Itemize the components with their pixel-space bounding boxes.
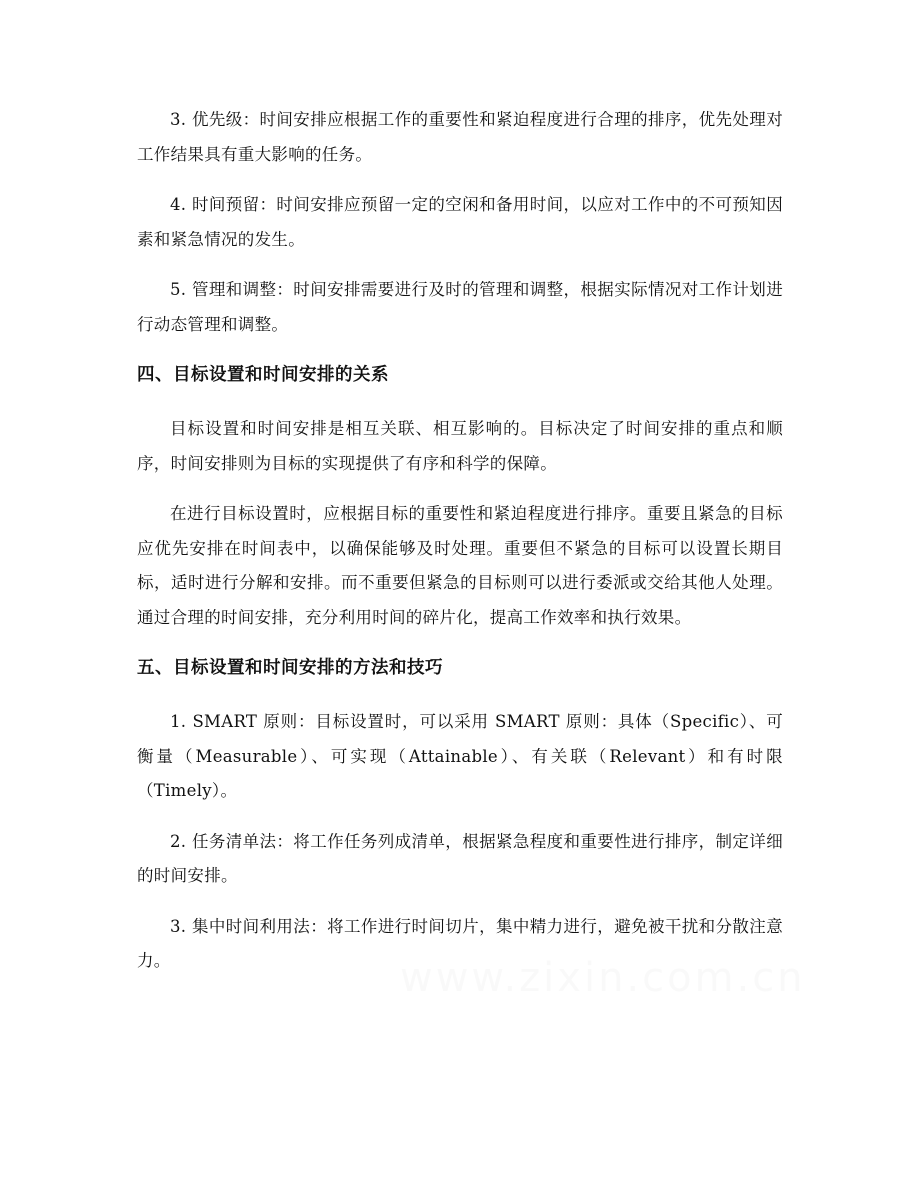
section-heading-5: 五、目标设置和时间安排的方法和技巧 — [137, 658, 443, 678]
watermark: www.zixin.com.cn — [400, 955, 806, 1001]
paragraph-goal-sorting: 在进行目标设置时，应根据目标的重要性和紧迫程度进行排序。重要且紧急的目标应优先安排在时间表中，以确保能够及时处理。重要但不紧急的目标可以设置长期目标，适时进行分解和安排。而不重要但紧急的目标则可以进行委派或交给其他人处理。通过合理的时间安排，充分利用时间的碎片化，提高工作效率和执行效果。 — [137, 504, 783, 627]
paragraph-priority: 3. 优先级：时间安排应根据工作的重要性和紧迫程度进行合理的排序，优先处理对工作结果具有重大影响的任务。 — [137, 110, 783, 164]
document-body — [137, 103, 783, 995]
paragraph-task-list: 2. 任务清单法：将工作任务列成清单，根据紧急程度和重要性进行排序，制定详细的时间安排。 — [137, 831, 783, 885]
paragraph-management: 5. 管理和调整：时间安排需要进行及时的管理和调整，根据实际情况对工作计划进行动态管理和调整。 — [137, 280, 783, 334]
paragraph-relationship: 目标设置和时间安排是相互关联、相互影响的。目标决定了时间安排的重点和顺序，时间安排则为目标的实现提供了有序和科学的保障。 — [137, 419, 783, 473]
paragraph-smart: 1. SMART 原则：目标设置时，可以采用 SMART 原则：具体（Specific）、可衡量（Measurable）、可实现（Attainable）、有关联（Relevant）和有时限（Timely）。 — [137, 712, 783, 800]
paragraph-time-reserve: 4. 时间预留：时间安排应预留一定的空闲和备用时间，以应对工作中的不可预知因素和紧急情况的发生。 — [137, 195, 783, 249]
section-heading-4: 四、目标设置和时间安排的关系 — [137, 365, 389, 385]
paragraph-focus-time: 3. 集中时间利用法：将工作进行时间切片，集中精力进行，避免被干扰和分散注意力。 — [137, 916, 783, 970]
